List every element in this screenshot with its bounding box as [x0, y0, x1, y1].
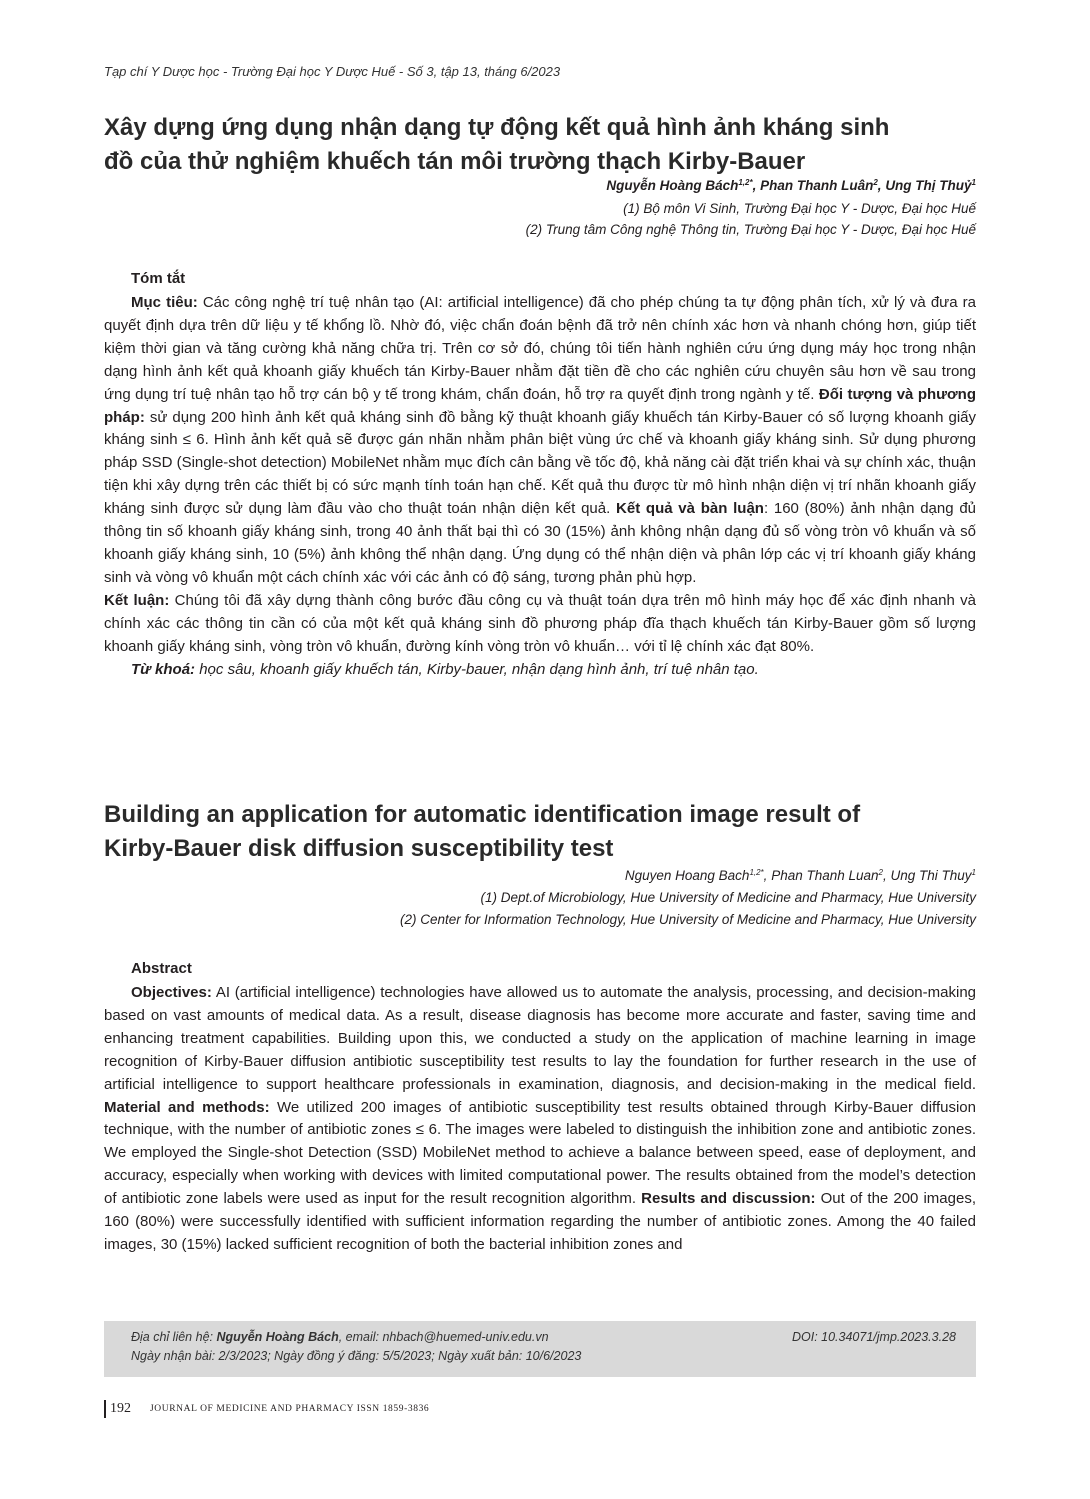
contact-address [131, 1330, 549, 1344]
methods-label: Đối tượng và phương pháp: [104, 385, 976, 426]
footer-journal: JOURNAL OF MEDICINE AND PHARMACY ISSN 1859-3836 [150, 1404, 430, 1414]
objectives-label: Mục tiêu: [131, 294, 198, 311]
author-name: Phan Thanh Luan [771, 868, 879, 883]
author-name: Nguyen Hoang Bach [624, 868, 750, 883]
objectives-text: AI (artificial intelligence) technologies have allowed us to automate the analysis, processing, and decision-making based on vast amounts of medical data. As a result, disease diagnosis has become more accurate and faster, saving time and enhancing treatment capabilities. Building upon this, we conducted a study on the application of machine learning in image recognition of Kirby-Bauer diffusion antibiotic susceptibility test results to lay the foundation for further research in the use of artificial intelligence to support healthcare professionals in examination, diagnosis, and decision-making in the medical field. [104, 984, 976, 1093]
author-affiliation-mark: 1 [971, 868, 976, 877]
author-separator: , [882, 868, 891, 883]
footer-divider [104, 1400, 106, 1418]
author-name: Ung Thi Thuy [890, 868, 972, 883]
results-label: Kết quả và bàn luận [616, 500, 764, 518]
conclusion-text: Chúng tôi đã xây dựng thành công bước đầu công cụ và thuật toán dựa trên mô hình máy học để xác định nhanh và chính xác các thông tin cần có của một kết quả kháng sinh đồ phương pháp đĩa thạch khuếch tán Kirby-Bauer gồm số lượng khoanh giấy kháng sinh, vòng tròn vô khuẩn, đường kính vòng tròn vô khuẩn… với tỉ lệ chính xác đạt 80%. [104, 591, 976, 655]
author-separator: , [877, 178, 886, 193]
contact-label: Địa chỉ liên hệ: [131, 1330, 217, 1344]
author-affiliation-mark: 1,2* [738, 178, 753, 187]
abstract-heading-english: Abstract [131, 960, 192, 977]
methods-text: sử dụng 200 hình ảnh kết quả kháng sinh đồ bằng kỹ thuật khoanh giấy khuếch tán Kirby-Bauer có số lượng khoanh giấy kháng sinh ≤ 6. Hình ảnh kết quả sẽ được gán nhãn nhằm phân biệt vùng ức chế và khoanh giấy kháng sinh. Sử dụng phương pháp SSD (Single-shot detection) MobileNet nhằm mục đích cân bằng về tốc độ, khả năng cài đặt triển khai và sự chính xác, thuận tiện khi xây dựng trên các thiết bị có sức mạnh tính toán hạn chế. Kết quả thu được từ mô hình nhận diện vị trí nhãn khoanh giấy kháng sinh được sử dụng làm đầu vào cho thuật toán nhận diện kết quả. [104, 408, 976, 518]
doi-text: DOI: 10.34071/jmp.2023.3.28 [791, 1330, 956, 1344]
keywords-text: học sâu, khoanh giấy khuếch tán, Kirby-bauer, nhận dạng hình ảnh, trí tuệ nhân tạo. [195, 660, 759, 678]
abstract-paragraph [104, 982, 976, 1257]
contact-box [104, 1321, 976, 1377]
publication-dates: Ngày nhận bài: 2/3/2023; Ngày đồng ý đăng: 5/5/2023; Ngày xuất bản: 10/6/2023 [131, 1349, 582, 1363]
contact-name: Nguyễn Hoàng Bách [216, 1330, 339, 1344]
results-text: Out of the 200 images, 160 (80%) were successfully identified with sufficient information regarding the number of antibiotic zones. Among the 40 failed images, 30 (15%) lacked sufficient recognition of both the bacterial inhibition zones and [104, 1190, 976, 1253]
contact-email: , email: nhbach@huemed-univ.edu.vn [338, 1330, 549, 1344]
author-separator: , [752, 178, 761, 193]
conclusion-label: Kết luận: [104, 591, 170, 609]
author-name: Ung Thị Thuỷ [885, 178, 972, 193]
results-label: Results and discussion: [641, 1190, 816, 1208]
affiliation-en-2: (2) Center for Information Technology, Hue University of Medicine and Pharmacy, Hue University [400, 912, 976, 927]
objectives-text: Các công nghệ trí tuệ nhân tạo (AI: artificial intelligence) đã cho phép chúng ta tự động phân tích, xử lý và đưa ra quyết định dựa trên dữ liệu y tế khổng lồ. Nhờ đó, việc chẩn đoán bệnh đã trở nên chính xác hơn và nhanh chóng hơn, giúp tiết kiệm thời gian và tăng cường khả năng chữa trị. Trên cơ sở đó, chúng tôi tiến hành nghiên cứu ứng dụng máy học trong nhận dạng hình ảnh kết quả khoanh giấy khuếch tán Kirby-Bauer nhằm đặt tiền đề cho các nghiên cứu chuyên sâu hơn về sau trong ứng dụng trí tuệ nhân tạo hỗ trợ cán bộ y tế trong khám, chẩn đoán, hỗ trợ ra quyết định trong ngành y tế. [104, 294, 976, 403]
author-affiliation-mark: 2 [878, 868, 883, 877]
methods-label: Material and methods: [104, 1098, 270, 1116]
abstract-body-english [104, 982, 976, 1257]
methods-text: We utilized 200 images of antibiotic susceptibility test results obtained through Kirby-Bauer diffusion technique, with the number of antibiotic zones ≤ 6. The images were labeled to distinguish the inhibition zone and antibiotic zones. We employed the Single-shot Detection (SSD) MobileNet method to achieve a balance between speed, ease of deployment, and accuracy, especially when working with devices with limited computational power. The results obtained from the model’s detection of antibiotic zone labels were used as input for the result recognition algorithm. [104, 1098, 976, 1208]
results-text: : 160 (80%) ảnh nhận dạng đủ thông tin số khoanh giấy kháng sinh, trong 40 ảnh thất bại thì có 30 (15%) ảnh không nhận dạng đủ số vòng tròn vô khuẩn và số khoanh giấy kháng sinh, 10 (5%) ảnh không thể nhận dạng. Ứng dụng có thể nhận diện và phân lớp các vị trí khoanh giấy kháng sinh và vòng vô khuẩn một cách chính xác với các ảnh có độ sáng, tương phản phù hợp. [104, 500, 976, 586]
author-name: Phan Thanh Luân [760, 178, 874, 193]
keywords-label: Từ khoá: [131, 660, 196, 678]
objectives-label: Objectives: [131, 984, 212, 1001]
keywords-paragraph [104, 659, 976, 682]
abstract-heading-vietnamese: Tóm tắt [131, 270, 186, 287]
authors-english [625, 868, 976, 883]
conclusion-paragraph [104, 590, 976, 659]
author-affiliation-mark: 1 [971, 178, 976, 187]
author-separator: , [763, 868, 772, 883]
title-english [104, 798, 984, 866]
title-vietnamese [104, 111, 984, 179]
title-line: Xây dựng ứng dụng nhận dạng tự động kết quả hình ảnh kháng sinh [104, 114, 890, 141]
affiliation-en-1: (1) Dept.of Microbiology, Hue University of Medicine and Pharmacy, Hue University [480, 890, 976, 905]
affiliation-vi-1: (1) Bộ môn Vi Sinh, Trường Đại học Y - Dược, Đại học Huế [623, 201, 976, 216]
author-affiliation-mark: 1,2* [749, 868, 764, 877]
page-number: 192 [110, 1401, 131, 1416]
title-line: Building an application for automatic identification image result of [104, 801, 861, 828]
author-affiliation-mark: 2 [873, 178, 878, 187]
author-name: Nguyễn Hoàng Bách [606, 178, 739, 193]
authors-vietnamese [606, 178, 976, 193]
affiliation-vi-2: (2) Trung tâm Công nghệ Thông tin, Trường Đại học Y - Dược, Đại học Huế [525, 222, 976, 237]
abstract-body-vietnamese [104, 292, 976, 681]
title-line: Kirby-Bauer disk diffusion susceptibility test [104, 835, 614, 862]
title-line: đồ của thử nghiệm khuếch tán môi trường thạch Kirby-Bauer [104, 148, 806, 175]
abstract-paragraph [104, 292, 976, 590]
journal-header: Tạp chí Y Dược học - Trường Đại học Y Dược Huế - Số 3, tập 13, tháng 6/2023 [104, 64, 561, 79]
